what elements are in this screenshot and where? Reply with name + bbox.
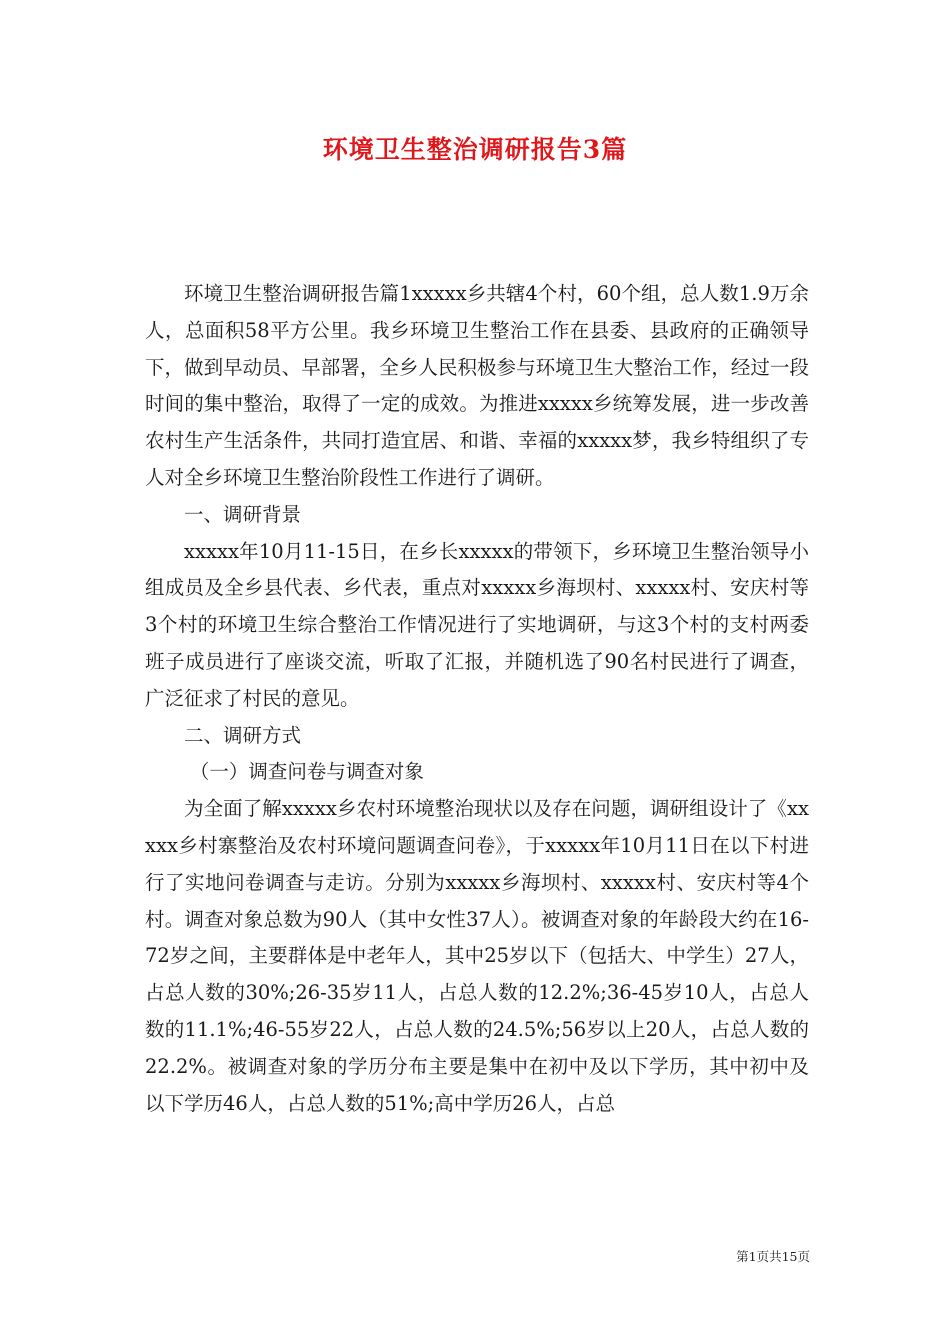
document-title: 环境卫生整治调研报告3篇 bbox=[322, 135, 628, 164]
heading-research-method: 二、调研方式 bbox=[184, 723, 302, 747]
heading-research-background: 一、调研背景 bbox=[184, 502, 302, 526]
document-body bbox=[145, 276, 809, 1122]
paragraph-intro: 环境卫生整治调研报告篇1xxxxx乡共辖4个村，60个组，总人数1.9万余人，总面积58平方公里。我乡环境卫生整治工作在县委、县政府的正确领导下，做到早动员、早部署，全乡人民积极参与环境卫生大整治工作，经过一段时间的集中整治，取得了一定的成效。为推进xxxxx乡统筹发展，进一步改善农村生产生活条件，共同打造宜居、和谐、幸福的xxxxx梦，我乡特组织了专人对全乡环境卫生整治阶段性工作进行了调研。 bbox=[145, 282, 809, 489]
paragraph-background: xxxxx年10月11-15日，在乡长xxxxx的带领下，乡环境卫生整治领导小组成员及全乡县代表、乡代表，重点对xxxxx乡海坝村、xxxxx村、安庆村等3个村的环境卫生综合整治工作情况进行了实地调研，与这3个村的支村两委班子成员进行了座谈交流，听取了汇报，并随机选了90名村民进行了调查，广泛征求了村民的意见。 bbox=[145, 539, 809, 710]
paragraph-questionnaire: 为全面了解xxxxx乡农村环境整治现状以及存在问题，调研组设计了《xxxxx乡村寨整治及农村环境问题调查问卷》，于xxxxx年10月11日在以下村进行了实地问卷调查与走访。分别为xxxxx乡海坝村、xxxxx村、安庆村等4个村。调查对象总数为90人（其中女性37人）。被调查对象的年龄段大约在16-72岁之间，主要群体是中老年人，其中25岁以下（包括大、中学生）27人，占总人数的30%;26-35岁11人，占总人数的12.2%;36-45岁10人，占总人数的11.1%;46-55岁22人，占总人数的24.5%;56岁以上20人，占总人数的22.2%。被调查对象的学历分布主要是集中在初中及以下学历，其中初中及以下学历46人，占总人数的51%;高中学历26人，占总 bbox=[145, 797, 809, 1115]
page-number: 第1页共15页 bbox=[736, 1249, 810, 1264]
subheading-questionnaire: （一）调查问卷与调查对象 bbox=[189, 760, 424, 784]
